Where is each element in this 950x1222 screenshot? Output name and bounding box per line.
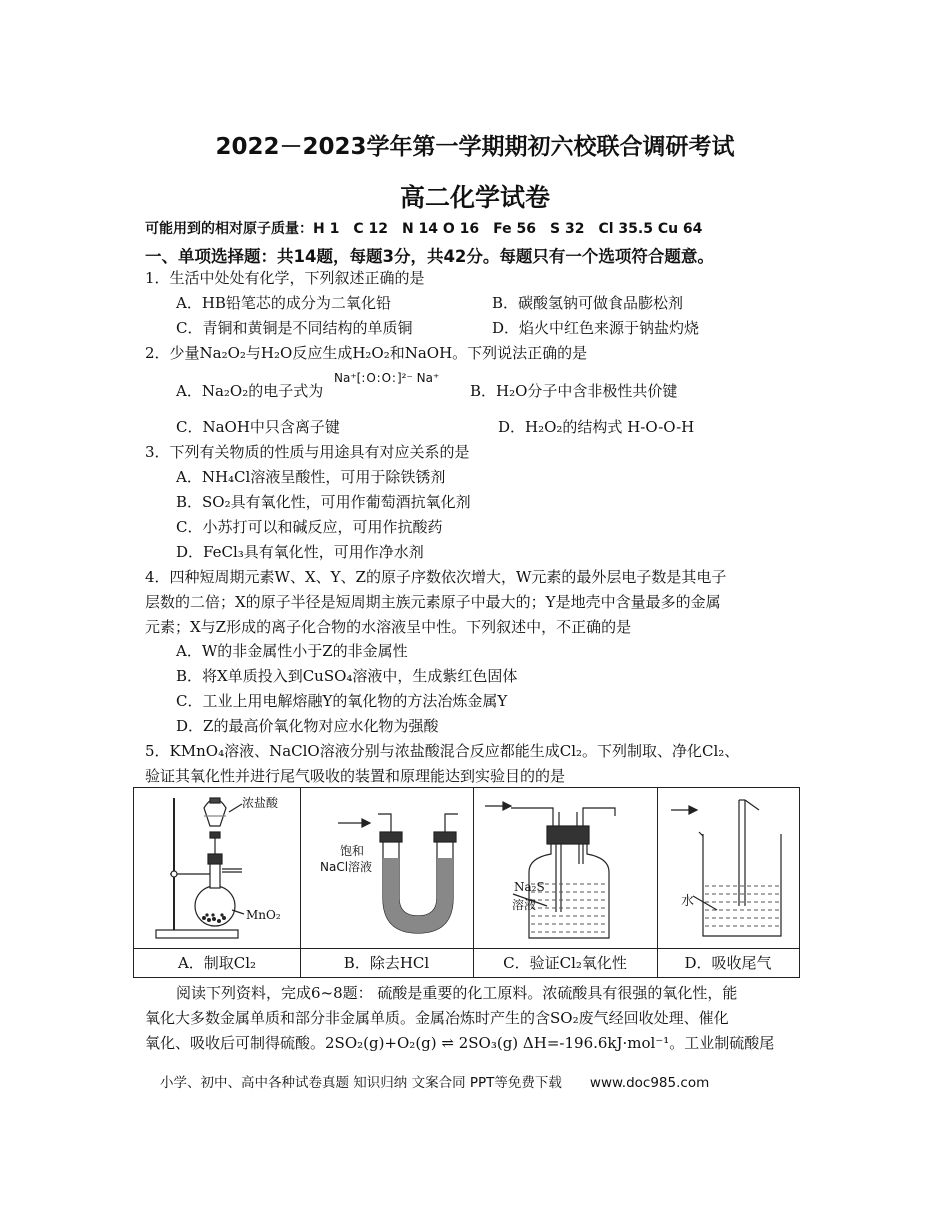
page-footer xyxy=(160,1071,709,1091)
q4-stem-line2: 层数的二倍；X的原子半径是短周期主族元素原子中最大的；Y是地壳中含量最多的金属 xyxy=(145,593,721,611)
passage-line3: 氧化、吸收后可制得硫酸。2SO₂(g)+O₂(g) ⇌ 2SO₃(g) ΔH=-196.6kJ·mol⁻¹。工业制硫酸尾 xyxy=(145,1034,775,1052)
q4-option-b: B．将X单质投入到CuSO₄溶液中，生成紫红色固体 xyxy=(176,667,518,685)
passage-line1: 阅读下列资料，完成6~8题： 硫酸是重要的化工原料。浓硫酸具有很强的氧化性，能 xyxy=(176,984,738,1002)
q3-stem: 3．下列有关物质的性质与用途具有对应关系的是 xyxy=(145,443,470,461)
q2-option-b: B．H₂O分子中含非极性共价键 xyxy=(470,382,678,400)
q2-electron-formula xyxy=(334,368,439,388)
passage-line2: 氧化大多数金属单质和部分非金属单质。金属冶炼时产生的含SO₂废气经回收处理、催化 xyxy=(145,1009,729,1027)
apparatus-d-diagram xyxy=(657,788,799,948)
paper-title: 高二化学试卷 xyxy=(399,183,550,212)
exam-title: 2022－2023学年第一学期期初六校联合调研考试 xyxy=(215,134,735,160)
formula-oxygen: :O:O: xyxy=(361,371,397,385)
divider xyxy=(134,948,799,949)
q3-option-b: B．SO₂具有氧化性，可用作葡萄酒抗氧化剂 xyxy=(176,493,471,511)
label-saturated: 饱和 xyxy=(340,844,365,858)
formula-right: ]²⁻ Na⁺ xyxy=(396,371,440,385)
q2-option-c: C．NaOH中只含离子键 xyxy=(176,418,340,436)
q4-stem-line1: 4．四种短周期元素W、X、Y、Z的原子序数依次增大，W元素的最外层电子数是其电子 xyxy=(145,568,727,586)
q3-option-a: A．NH₄Cl溶液呈酸性，可用于除铁锈剂 xyxy=(176,468,446,486)
footer-text: 小学、初中、高中各种试卷真题 知识归纳 文案合同 PPT等免费下载 xyxy=(160,1075,562,1091)
q4-option-c: C．工业上用电解熔融Y的氧化物的方法冶炼金属Y xyxy=(176,692,508,710)
q5-stem-line1: 5．KMnO₄溶液、NaClO溶液分别与浓盐酸混合反应都能生成Cl₂。下列制取、净化Cl₂、 xyxy=(145,742,740,760)
caption-c: C．验证Cl₂氧化性 xyxy=(503,954,627,972)
label-water: 水 xyxy=(681,894,695,909)
caption-b: B．除去HCl xyxy=(343,954,430,972)
formula-left: Na⁺[ xyxy=(334,371,362,385)
apparatus-a-diagram xyxy=(134,788,300,948)
caption-a: A．制取Cl₂ xyxy=(177,954,257,972)
q2-stem: 2．少量Na₂O₂与H₂O反应生成H₂O₂和NaOH。下列说法正确的是 xyxy=(145,344,588,362)
q1-option-d: D．焰火中红色来源于钠盐灼烧 xyxy=(492,319,700,337)
q1-stem: 1．生活中处处有化学，下列叙述正确的是 xyxy=(145,269,425,287)
label-na2s: Na₂S xyxy=(514,880,545,894)
q4-option-d: D．Z的最高价氧化物对应水化物为强酸 xyxy=(176,717,439,735)
label-nacl-solution: NaCl溶液 xyxy=(320,860,373,874)
q5-stem-line2: 验证其氧化性并进行尾气吸收的装置和原理能达到实验目的的是 xyxy=(145,767,566,785)
q1-option-a: A．HB铅笔芯的成分为二氧化铅 xyxy=(176,294,391,312)
label-mno2: MnO₂ xyxy=(246,908,281,922)
label-conc-hcl: 浓盐酸 xyxy=(242,796,279,810)
atomic-mass-line: 可能用到的相对原子质量：H 1 C 12 N 14 O 16 Fe 56 S 32 Cl 35.5 Cu 64 xyxy=(145,221,703,237)
q1-option-b: B．碳酸氢钠可做食品膨松剂 xyxy=(492,294,684,312)
q1-option-c: C．青铜和黄铜是不同结构的单质铜 xyxy=(176,319,413,337)
caption-d: D．吸收尾气 xyxy=(684,954,772,972)
q3-option-c: C．小苏打可以和碱反应，可用作抗酸药 xyxy=(176,518,443,536)
q2-option-a: A．Na₂O₂的电子式为 xyxy=(176,382,324,400)
q2-option-d: D．H₂O₂的结构式 H-O-O-H xyxy=(498,418,695,436)
apparatus-figure-table xyxy=(133,787,800,978)
section-heading: 一、单项选择题：共14题，每题3分，共42分。每题只有一个选项符合题意。 xyxy=(145,247,714,266)
q4-stem-line3: 元素；X与Z形成的离子化合物的水溶液呈中性。下列叙述中，不正确的是 xyxy=(145,618,632,636)
apparatus-c-diagram xyxy=(473,788,657,948)
q3-option-d: D．FeCl₃具有氧化性，可用作净水剂 xyxy=(176,543,424,561)
q4-option-a: A．W的非金属性小于Z的非金属性 xyxy=(176,642,408,660)
footer-link[interactable]: www.doc985.com xyxy=(589,1075,710,1091)
label-solution: 溶液 xyxy=(512,898,537,912)
